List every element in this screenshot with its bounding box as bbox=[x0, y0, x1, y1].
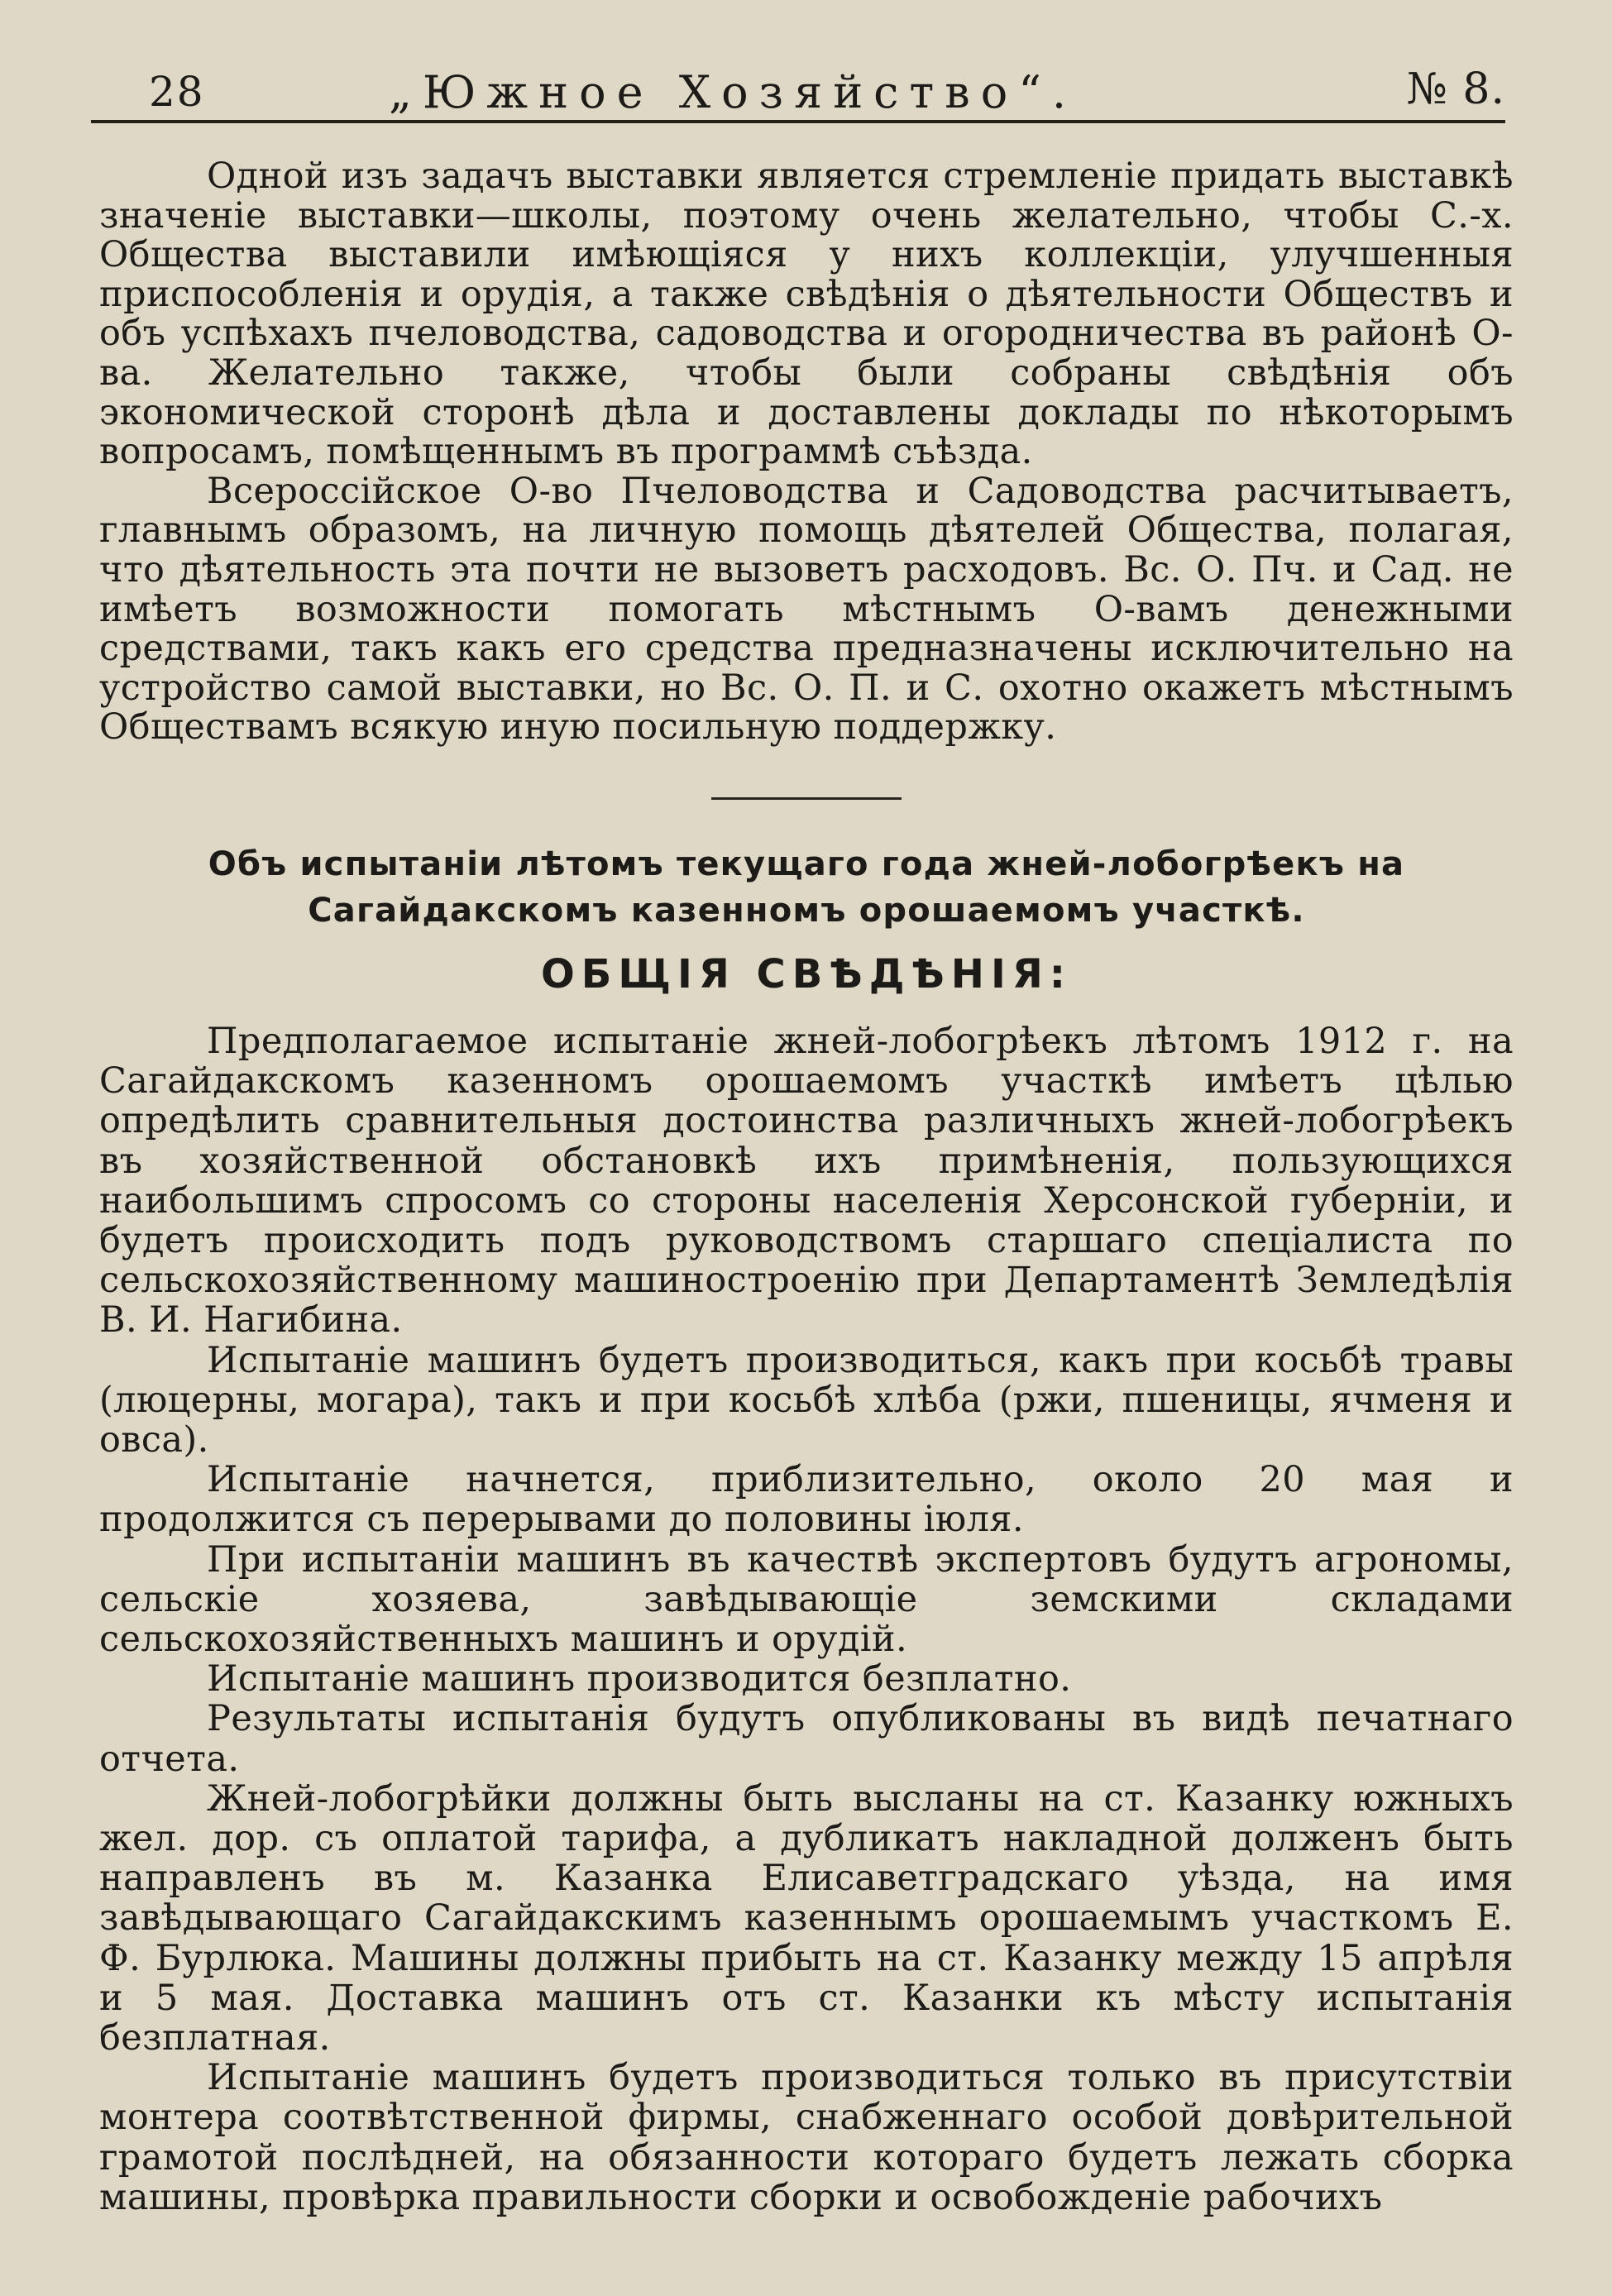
issue-number: № 8. bbox=[1406, 65, 1505, 114]
section-heading: ОБЩІЯ СВѢДѢНІЯ: bbox=[541, 950, 1072, 997]
article-paragraph-4: При испытаніи машинъ въ качествѣ экспертовъ будутъ агрономы, сельскіе хозяева, завѣдывающіе земскими складами сельскохозяйственныхъ машинъ и орудій. bbox=[99, 1538, 1514, 1660]
article-paragraph-8: Испытаніе машинъ будетъ производиться только въ присутствіи монтера соотвѣтственной фирмы, снабженнаго особой довѣрительной грамотой послѣдней, на обязанности котораго будетъ лежать сборка машины, провѣрка правильности сборки и освобожденіе рабочихъ bbox=[99, 2057, 1514, 2218]
article-paragraph-5: Испытаніе машинъ производится безплатно. bbox=[207, 1658, 1072, 1700]
section-divider bbox=[711, 797, 902, 800]
page-header bbox=[99, 56, 1505, 122]
intro-paragraph-1: Одной изъ задачъ выставки является стремленіе придать выставкѣ значеніе выставки—школы, поэтому очень желательно, чтобы С.-х. Общества выставили имѣющіяся у нихъ коллекціи, улучшенныя приспособленія и орудія, а также свѣдѣнія о дѣятельности Обществъ и объ успѣхахъ пчеловодства, садоводства и огородничества въ районѣ О-ва. Желательно также, чтобы были собраны свѣдѣнія объ экономической сторонѣ дѣла и доставлены доклады по нѣкоторымъ вопросамъ, помѣщеннымъ въ программѣ съѣзда. bbox=[99, 155, 1514, 473]
intro-paragraph-2: Всероссійское О-во Пчеловодства и Садоводства расчитываетъ, главнымъ образомъ, на личную помощь дѣятелей Общества, полагая, что дѣятельность эта почти не вызоветъ расходовъ. Вс. О. Пч. и Сад. не имѣетъ возможности помогать мѣстнымъ О-вамъ денежными средствами, такъ какъ его средства предназначены исключительно на устройство самой выставки, но Вс. О. П. и С. охотно окажетъ мѣстнымъ Обществамъ всякую иную посильную поддержку. bbox=[99, 470, 1514, 749]
journal-title: „Южное Хозяйство“. bbox=[389, 66, 1077, 118]
header-rule bbox=[91, 120, 1505, 123]
article-paragraph-7: Жней-лобогрѣйки должны быть высланы на ст. Казанку южныхъ жел. дор. съ оплатой тарифа, а дубликатъ накладной долженъ быть направленъ въ м. Казанка Елисаветградскаго уѣзда, на имя завѣдывающаго Сагайдакскимъ казеннымъ орошаемымъ участкомъ Е. Ф. Бурлюка. Машины должны прибыть на ст. Казанку между 15 апрѣля и 5 мая. Доставка машинъ отъ ст. Казанки къ мѣсту испытанія безплатная. bbox=[99, 1777, 1514, 2059]
page-number: 28 bbox=[149, 68, 205, 116]
article-paragraph-6: Результаты испытанія будутъ опубликованы въ видѣ печатнаго отчета. bbox=[99, 1698, 1514, 1780]
article-paragraph-3: Испытаніе начнется, приблизительно, около 20 мая и продолжится съ перерывами до половины іюля. bbox=[99, 1459, 1514, 1541]
body-text bbox=[99, 157, 1514, 2217]
article-paragraph-1: Предполагаемое испытаніе жней-лобогрѣекъ лѣтомъ 1912 г. на Сагайдакскомъ казенномъ орошаемомъ участкѣ имѣетъ цѣлью опредѣлить сравнительныя достоинства различныхъ жней-лобогрѣекъ въ хозяйственной обстановкѣ ихъ примѣненія, пользующихся наибольшимъ спросомъ со стороны населенія Херсонской губерніи, и будетъ происходить подъ руководствомъ старшаго спеціалиста по сельскохозяйственному машиностроенію при Департаментѣ Земледѣлія В. И. Нагибина. bbox=[99, 1020, 1514, 1342]
article-paragraph-2: Испытаніе машинъ будетъ производиться, какъ при косьбѣ травы (люцерны, могара), такъ и при косьбѣ хлѣба (ржи, пшеницы, ячменя и овса). bbox=[99, 1339, 1514, 1461]
article-title: Объ испытаніи лѣтомъ текущаго года жней-лобогрѣекъ на Сагайдакскомъ казенномъ орошаемомъ участкѣ. bbox=[208, 844, 1405, 930]
